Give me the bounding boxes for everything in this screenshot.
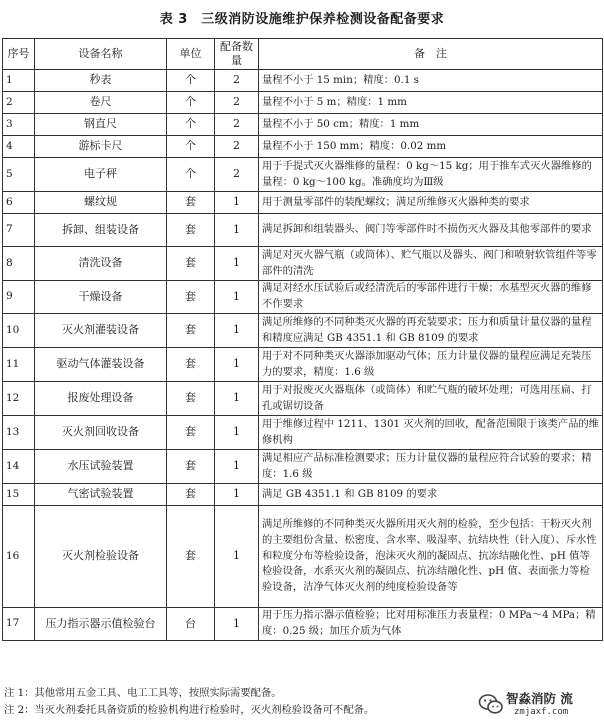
quantity-cell: 1	[215, 608, 259, 641]
table-row	[3, 214, 603, 247]
header-no: 序号	[3, 39, 35, 70]
table-row	[3, 114, 603, 136]
remark-cell: 满足相应产品标准检测要求；压力计量仪器的量程应符合试验的要求；精度：1.6 级	[259, 450, 603, 484]
equipment-name: 压力指示器示值检验台	[35, 608, 167, 641]
row-number: 13	[3, 416, 35, 450]
wechat-icon	[478, 692, 504, 716]
remark-cell: 量程不小于 15 min；精度：0.1 s	[259, 70, 603, 92]
remark-cell: 满足对经水压试验后或经清洗后的零部件进行干燥；水基型灭火器的维修不作要求	[259, 281, 603, 314]
table-title: 表 3 三级消防设施维护保养检测设备配备要求	[159, 12, 445, 27]
unit-cell: 套	[167, 450, 215, 484]
table-row	[3, 136, 603, 158]
quantity-cell: 1	[215, 416, 259, 450]
row-number: 5	[3, 158, 35, 192]
note-2: 注 2：当灭火剂委托具备资质的检验机构进行检验时，灭火剂检验设备可不配备。	[4, 704, 375, 716]
equipment-name: 秒表	[35, 70, 167, 92]
equipment-name: 干燥设备	[35, 281, 167, 314]
table-row	[3, 281, 603, 314]
row-number: 1	[3, 70, 35, 92]
row-number: 12	[3, 382, 35, 416]
table-row	[3, 416, 603, 450]
row-number: 4	[3, 136, 35, 158]
table-row	[3, 484, 603, 506]
equipment-name: 钢直尺	[35, 114, 167, 136]
table-row	[3, 382, 603, 416]
remark-cell: 量程不小于 150 mm；精度：0.02 mm	[259, 136, 603, 158]
unit-cell: 套	[167, 484, 215, 506]
unit-cell: 套	[167, 214, 215, 247]
remark-cell: 用于对不同种类灭火器添加驱动气体；压力计量仪器的量程应满足充装压力的要求，精度：1.6 级	[259, 348, 603, 382]
unit-cell: 台	[167, 608, 215, 641]
watermark-name: 智淼消防	[506, 691, 557, 706]
quantity-cell: 1	[215, 348, 259, 382]
watermark	[478, 688, 602, 722]
table-row	[3, 70, 603, 92]
equipment-table	[2, 38, 603, 641]
unit-cell: 个	[167, 70, 215, 92]
row-number: 9	[3, 281, 35, 314]
equipment-name: 灭火剂检验设备	[35, 506, 167, 608]
unit-cell: 个	[167, 158, 215, 192]
row-number: 2	[3, 92, 35, 114]
unit-cell: 个	[167, 114, 215, 136]
header-name: 设备名称	[35, 39, 167, 70]
unit-cell: 套	[167, 192, 215, 214]
equipment-name: 电子秤	[35, 158, 167, 192]
equipment-name: 卷尺	[35, 92, 167, 114]
remark-cell: 用于维修过程中 1211、1301 灭火剂的回收，配备范围限于该类产品的维修机构	[259, 416, 603, 450]
unit-cell: 套	[167, 348, 215, 382]
table-row	[3, 92, 603, 114]
quantity-cell: 1	[215, 484, 259, 506]
row-number: 15	[3, 484, 35, 506]
quantity-cell: 2	[215, 136, 259, 158]
quantity-cell: 1	[215, 506, 259, 608]
equipment-name: 灭火剂灌装设备	[35, 314, 167, 348]
remark-cell: 满足对灭火器气瓶（或筒体）、贮气瓶以及器头、阀门和喷射软管组件等零部件的清洗	[259, 247, 603, 281]
remark-cell: 满足所维修的不同种类灭火器所用灭火剂的检验，至少包括：干粉灭火剂的主要组份含量、松密度、含水率、吸湿率、抗结块性（针入度）、斥水性和粒度分布等检验设备，泡沫灭火剂的凝固点、抗冻结融化性、pH 值等检验设备，水系灭火剂的凝固点、抗冻结融化性、pH 值、表面张力等检验设备，洁净气体灭火剂的纯度检验设备等	[259, 506, 603, 608]
row-number: 17	[3, 608, 35, 641]
remark-cell: 用于手提式灭火器维修的量程：0 kg～15 kg；用于推车式灭火器维修的量程：0 kg～100 kg。准确度均为Ⅲ级	[259, 158, 603, 192]
table-row	[3, 608, 603, 641]
row-number: 7	[3, 214, 35, 247]
table-row	[3, 247, 603, 281]
remark-cell: 满足所维修的不同种类灭火器的再充装要求；压力和质量计量仪器的量程和精度应满足 GB 4351.1 和 GB 8109 的要求	[259, 314, 603, 348]
equipment-name: 螺纹规	[35, 192, 167, 214]
quantity-cell: 2	[215, 114, 259, 136]
quantity-cell: 2	[215, 70, 259, 92]
equipment-name: 报废处理设备	[35, 382, 167, 416]
row-number: 16	[3, 506, 35, 608]
table-row	[3, 158, 603, 192]
watermark-url: zmjaxf.com	[514, 707, 569, 717]
row-number: 6	[3, 192, 35, 214]
unit-cell: 套	[167, 314, 215, 348]
remark-cell: 满足 GB 4351.1 和 GB 8109 的要求	[259, 484, 603, 506]
equipment-name: 驱动气体灌装设备	[35, 348, 167, 382]
unit-cell: 套	[167, 382, 215, 416]
row-number: 11	[3, 348, 35, 382]
quantity-cell: 2	[215, 92, 259, 114]
quantity-cell: 1	[215, 247, 259, 281]
remark-cell: 量程不小于 5 m；精度：1 mm	[259, 92, 603, 114]
equipment-name: 拆卸、组装设备	[35, 214, 167, 247]
watermark-suffix: 流	[560, 691, 573, 706]
table-header-row	[3, 39, 603, 70]
header-remark: 备 注	[259, 39, 603, 70]
row-number: 14	[3, 450, 35, 484]
quantity-cell: 1	[215, 314, 259, 348]
equipment-name: 水压试验装置	[35, 450, 167, 484]
quantity-cell: 1	[215, 281, 259, 314]
table-row	[3, 192, 603, 214]
unit-cell: 套	[167, 506, 215, 608]
quantity-cell: 2	[215, 158, 259, 192]
unit-cell: 套	[167, 281, 215, 314]
header-unit: 单位	[167, 39, 215, 70]
remark-cell: 用于测量零部件的装配螺纹；满足所维修灭火器种类的要求	[259, 192, 603, 214]
unit-cell: 套	[167, 416, 215, 450]
unit-cell: 个	[167, 92, 215, 114]
quantity-cell: 1	[215, 214, 259, 247]
row-number: 10	[3, 314, 35, 348]
remark-cell: 满足拆卸和组装器头、阀门等零部件时不损伤灭火器及其他零部件的要求	[259, 214, 603, 247]
table-row	[3, 506, 603, 608]
quantity-cell: 1	[215, 382, 259, 416]
quantity-cell: 1	[215, 192, 259, 214]
quantity-cell: 1	[215, 450, 259, 484]
table-row	[3, 450, 603, 484]
table-row	[3, 314, 603, 348]
equipment-name: 游标卡尺	[35, 136, 167, 158]
row-number: 3	[3, 114, 35, 136]
remark-cell: 用于压力指示器示值检验；比对用标准压力表量程：0 MPa～4 MPa；精度：0.25 级；加压介质为气体	[259, 608, 603, 641]
remark-cell: 量程不小于 50 cm；精度：1 mm	[259, 114, 603, 136]
table-notes	[4, 685, 474, 719]
remark-cell: 用于对报废灭火器瓶体（或筒体）和贮气瓶的破坏处理；可选用压扁、打孔或锯切设备	[259, 382, 603, 416]
equipment-name: 灭火剂回收设备	[35, 416, 167, 450]
note-1: 注 1：其他常用五金工具、电工工具等，按照实际需要配备。	[4, 687, 282, 699]
equipment-name: 气密试验装置	[35, 484, 167, 506]
unit-cell: 套	[167, 247, 215, 281]
unit-cell: 个	[167, 136, 215, 158]
header-qty: 配备数量	[215, 39, 259, 70]
table-row	[3, 348, 603, 382]
row-number: 8	[3, 247, 35, 281]
equipment-name: 清洗设备	[35, 247, 167, 281]
